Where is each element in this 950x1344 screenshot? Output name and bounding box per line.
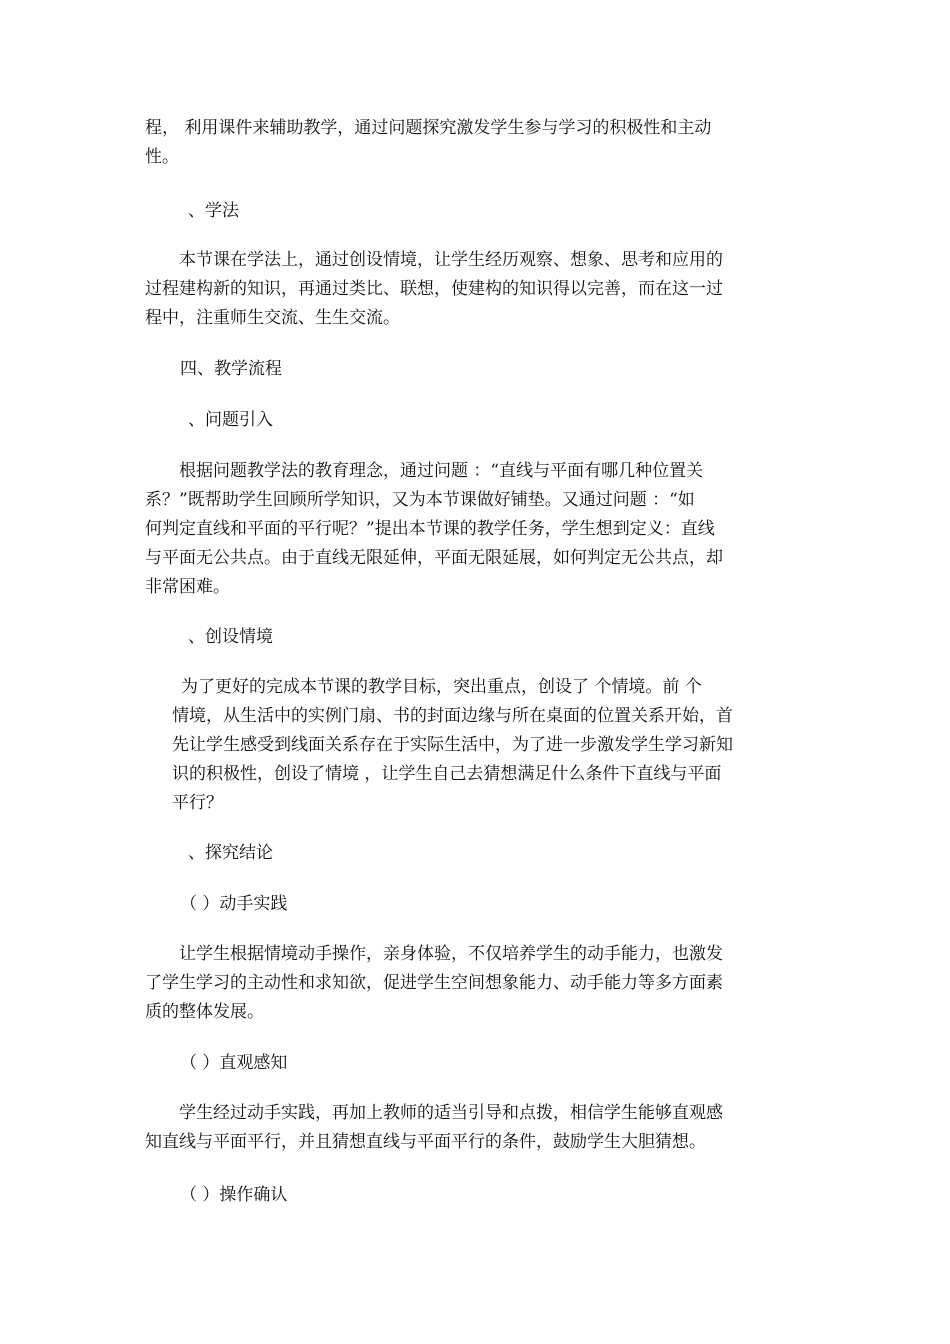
paragraph-line: 知直线与平面平行，并且猜想直线与平面平行的条件，鼓励学生大胆猜想。 xyxy=(145,1132,706,1152)
paragraph-wenti xyxy=(145,457,723,602)
paragraph-zhiguan xyxy=(145,1099,723,1157)
heading-caozuo: （ ）操作确认 xyxy=(180,1185,288,1205)
paragraph-dongshou xyxy=(145,940,723,1027)
paragraph-line: 平行？ xyxy=(172,793,223,813)
paragraph-line: 与平面无公共点。由于直线无限延伸，平面无限延展，如何判定无公共点，却 xyxy=(145,548,723,568)
heading-tanjiu: 、探究结论 xyxy=(188,843,273,863)
paragraph-line: 根据问题教学法的教育理念，通过问题 ：“直线与平面有哪几种位置关 xyxy=(179,461,704,481)
paragraph-line: 过程建构新的知识，再通过类比、联想，使建构的知识得以完善，而在这一过 xyxy=(145,279,723,299)
paragraph-line: 先让学生感受到线面关系存在于实际生活中，为了进一步激发学生学习新知 xyxy=(172,735,733,755)
paragraph-line: 识的积极性，创设了情境 ，让学生自己去猜想满足什么条件下直线与平面 xyxy=(172,764,722,784)
paragraph-line: 何判定直线和平面的平行呢？”提出本节课的教学任务，学生想到定义：直线 xyxy=(145,519,715,539)
heading-dongshou: （ ）动手实践 xyxy=(180,894,288,914)
paragraph-line: 本节课在学法上，通过创设情境，让学生经历观察、想象、思考和应用的 xyxy=(179,250,723,270)
paragraph-xuefa xyxy=(145,246,723,333)
paragraph-line: 程中，注重师生交流、生生交流。 xyxy=(145,308,400,328)
paragraph-qingjing xyxy=(172,673,733,818)
paragraph-line: 非常困难。 xyxy=(145,577,230,597)
heading-qingjing: 、创设情境 xyxy=(188,627,273,647)
paragraph-line: 程， 利用课件来辅助教学，通过问题探究激发学生参与学习的积极性和主动 xyxy=(145,118,712,138)
paragraph-line: 系？”既帮助学生回顾所学知识，又为本节课做好铺垫。又通过问题 ：“如 xyxy=(145,490,695,510)
heading-zhiguan: （ ）直观感知 xyxy=(180,1053,288,1073)
paragraph-line: 让学生根据情境动手操作，亲身体验，不仅培养学生的动手能力，也激发 xyxy=(179,944,723,964)
paragraph-line: 为了更好的完成本节课的教学目标，突出重点，创设了 个情境。前 个 xyxy=(181,677,702,697)
paragraph-line: 性。 xyxy=(145,147,179,167)
heading-teaching-flow: 四、教学流程 xyxy=(180,359,282,379)
paragraph-line: 质的整体发展。 xyxy=(145,1002,264,1022)
paragraph-line: 学生经过动手实践，再加上教师的适当引导和点拨，相信学生能够直观感 xyxy=(179,1103,723,1123)
paragraph-line: 了学生学习的主动性和求知欲，促进学生空间想象能力、动手能力等多方面素 xyxy=(145,973,723,993)
paragraph-line: 情境，从生活中的实例门扇、书的封面边缘与所在桌面的位置关系开始，首 xyxy=(172,706,733,726)
heading-xuefa: 、学法 xyxy=(188,201,239,221)
paragraph-intro xyxy=(145,114,711,172)
heading-wenti: 、问题引入 xyxy=(188,410,273,430)
